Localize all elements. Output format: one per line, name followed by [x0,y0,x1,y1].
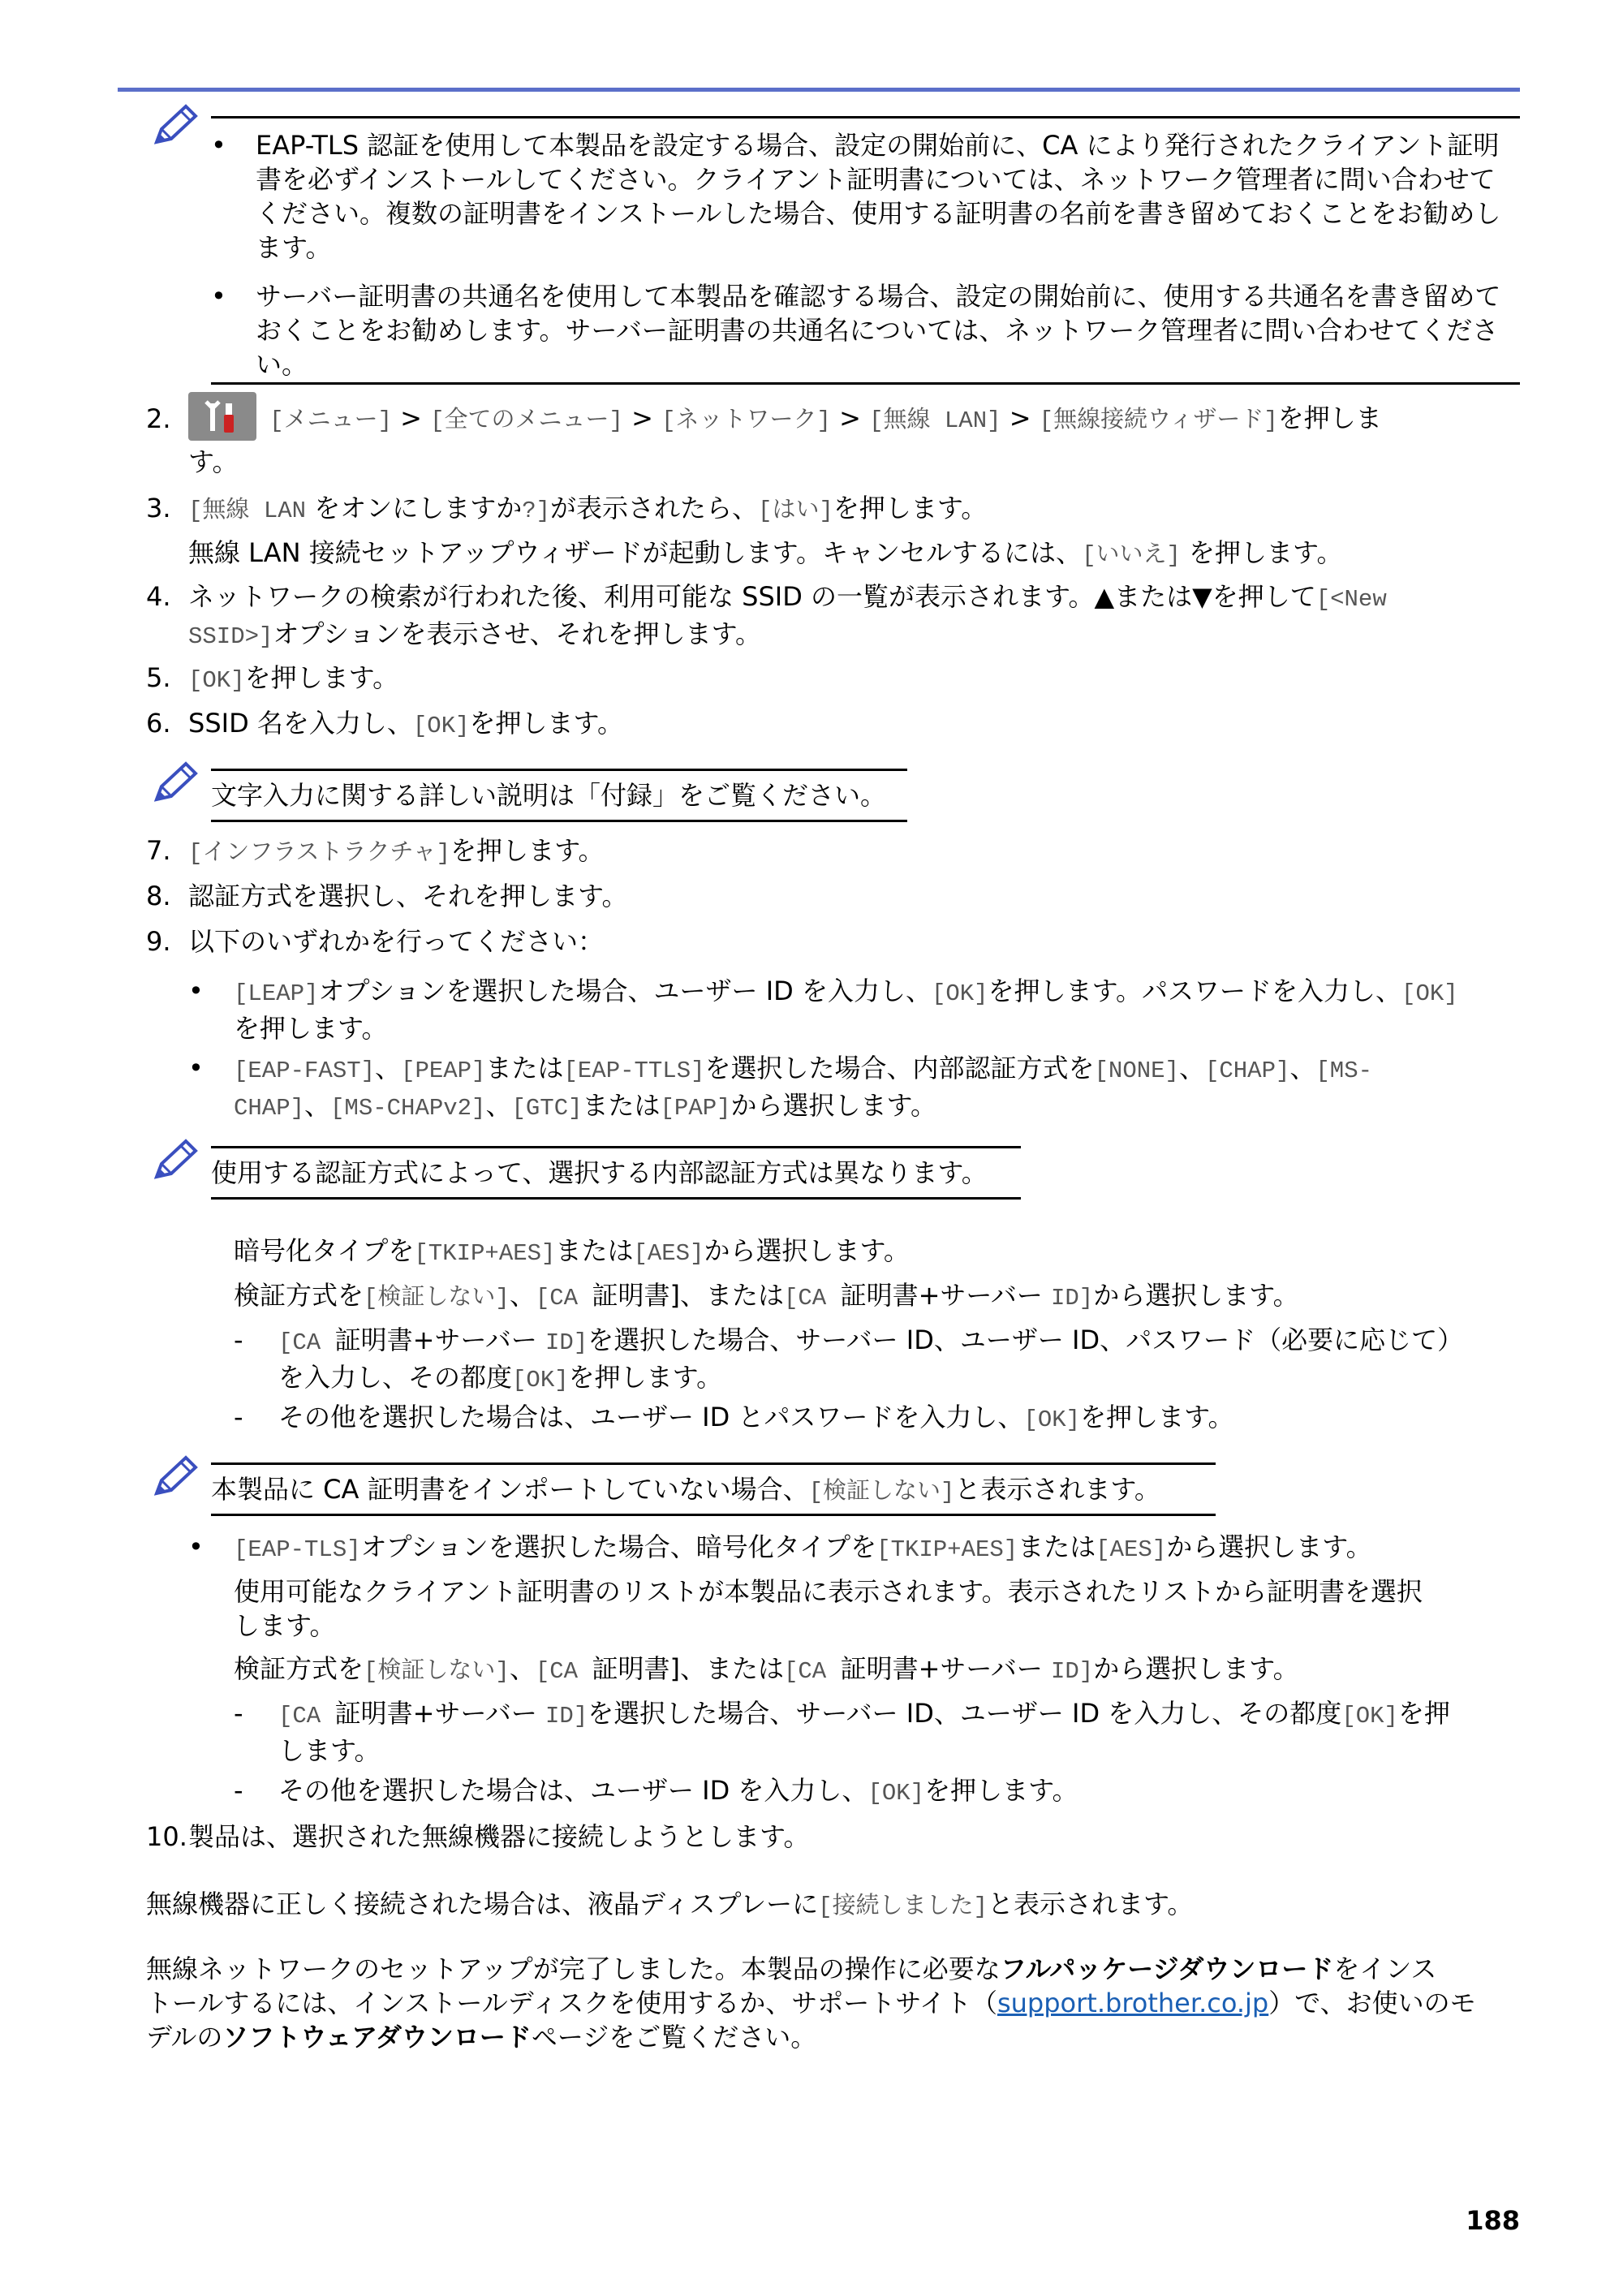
step-8: 認証方式を選択し、それを押します。 [188,881,628,911]
dash-3: [CA 証明書+サーバー ID]を選択した場合、サーバー ID、ユーザー ID を入力し、その都度[OK]を押 します。 [278,1698,1450,1766]
pencil-icon [150,1453,200,1500]
support-link[interactable]: support.brother.co.jp [997,1988,1269,2018]
step-5: [OK]を押します。 [188,662,399,694]
pencil-icon [150,1136,200,1183]
bullet-eap-fast: [EAP-FAST]、[PEAP]または[EAP-TTLS]を選択した場合、内部認証方式を[NONE]、[CHAP]、[MS- CHAP]、[MS-CHAPv2]、[GTC]または[PAP]から選択します。 [234,1053,1373,1122]
step-3-detail: 無線 LAN 接続セットアップウィザードが起動します。キャンセルするには、[いいえ] を押します。 [188,537,1343,569]
step-10: 製品は、選択された無線機器に接続しようとします。 [188,1821,810,1852]
step-6: SSID 名を入力し、[OK]を押します。 [188,708,623,739]
pencil-icon [150,101,200,149]
step-3: [無線 LAN をオンにしますか?]が表示されたら、[はい]を押します。 [188,493,988,524]
dash-4: その他を選択した場合は、ユーザー ID を入力し、[OK]を押します。 [278,1775,1078,1807]
top-rule [118,88,1520,92]
step-4: ネットワークの検索が行われた後、利用可能な SSID の一覧が表示されます。▲または▼を押して[<New SSID>]オプションを表示させ、それを押します。 [188,581,1387,650]
paragraph-connected: 無線機器に正しく接続された場合は、液晶ディスプレーに[接続しました]と表示されます。 [146,1889,1194,1920]
bullet-eap-tls: [EAP-TLS]オプションを選択した場合、暗号化タイプを[TKIP+AES]または[AES]から選択します。 [234,1531,1372,1563]
tools-icon[interactable] [188,392,256,441]
verification-line-1: 検証方式を[検証しない]、[CA 証明書]、または[CA 証明書+サーバー ID]から選択します。 [234,1280,1299,1312]
dash-1: [CA 証明書+サーバー ID]を選択した場合、サーバー ID、ユーザー ID、パスワード（必要に応じて） を入力し、その都度[OK]を押します。 [278,1325,1464,1394]
bullet-eap-tls-detail: 使用可能なクライアント証明書のリストが本製品に表示されます。表示されたリストから証明書を選択 します。 [234,1576,1423,1641]
paragraph-complete: 無線ネットワークのセットアップが完了しました。本製品の操作に必要なフルパッケージダウンロードをインス トールするには、インストールディスクを使用するか、サポートサイト（support.brother.co.jp）で、お使いのモ デルのソフトウェアダウンロードページをご覧ください。 [146,1954,1476,2053]
pencil-icon [150,759,200,806]
page-number: 188 [1466,2205,1520,2236]
verification-line-2: 検証方式を[検証しない]、[CA 証明書]、または[CA 証明書+サーバー ID]から選択します。 [234,1653,1299,1685]
dash-2: その他を選択した場合は、ユーザー ID とパスワードを入力し、[OK]を押します。 [278,1402,1234,1433]
note-1-bullet-1: EAP-TLS 認証を使用して本製品を設定する場合、設定の開始前に、CA により発行されたクライアント証明書を必ずインストールしてください。クライアント証明書については、ネットワーク管理者に問い合わせてください。複数の証明書をインストールした場合、使用する証明書の名前を書き留めておくことをお勧めします。 [256,130,1501,263]
step-2: [メニュー] > [全てのメニュー] > [ネットワーク] > [無線 LAN] > [無線接続ウィザード]を押しま [188,394,1535,445]
step-9: 以下のいずれかを行ってください： [188,926,605,957]
step-7: [インフラストラクチャ]を押します。 [188,835,605,867]
note-1-bullet-2: サーバー証明書の共通名を使用して本製品を確認する場合、設定の開始前に、使用する共通名を書き留めておくことをお勧めします。サーバー証明書の共通名については、ネットワーク管理者に問い合わせてください。 [256,281,1501,380]
encryption-line-1: 暗号化タイプを[TKIP+AES]または[AES]から選択します。 [234,1235,910,1267]
bullet-leap: [LEAP]オプションを選択した場合、ユーザー ID を入力し、[OK]を押します。パスワードを入力し、[OK] を押します。 [234,976,1458,1044]
